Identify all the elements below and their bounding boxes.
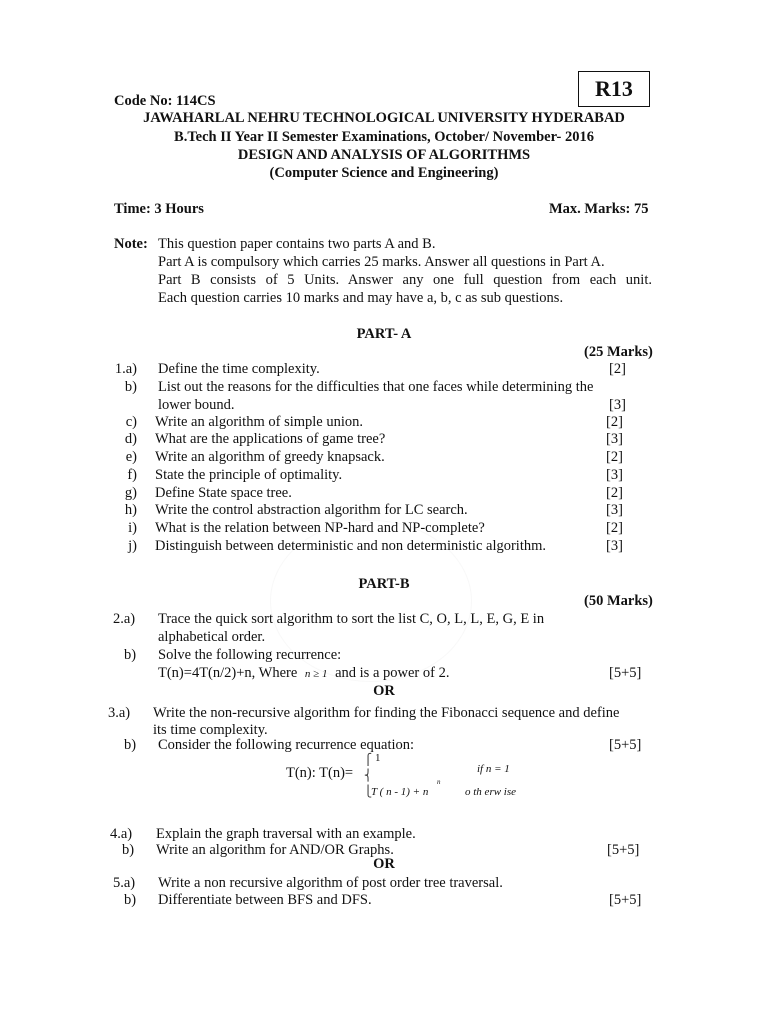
question-number: 4.a) — [110, 826, 133, 842]
question-marks: [3] — [606, 502, 623, 518]
case-one-value: 1 — [375, 752, 381, 764]
note-line: Part A is compulsory which carries 25 marks. Answer all questions in Part A. — [158, 254, 605, 270]
equation-text: T(n)=4T(n/2)+n, Where — [158, 665, 298, 681]
question-text: Explain the graph traversal with an example. — [156, 826, 416, 842]
subject-title: DESIGN AND ANALYSIS OF ALGORITHMS — [237, 147, 531, 163]
note-label: Note: — [114, 236, 148, 252]
question-marks: [3] — [606, 467, 623, 483]
time-duration: Time: 3 Hours — [114, 201, 204, 217]
question-number: f) — [127, 467, 137, 483]
question-marks: [5+5] — [609, 665, 642, 681]
question-number: h) — [124, 502, 137, 518]
question-text: Write an algorithm of greedy knapsack. — [155, 449, 385, 465]
question-marks: [2] — [609, 361, 626, 377]
question-text: Define State space tree. — [155, 485, 292, 501]
question-text: Distinguish between deterministic and non deterministic algorithm. — [155, 538, 547, 554]
university-name: JAWAHARLAL NEHRU TECHNOLOGICAL UNIVERSITY HYDERABAD — [143, 110, 625, 126]
question-number: 1.a) — [114, 361, 137, 377]
max-marks: Max. Marks: 75 — [549, 201, 649, 217]
brace-bottom: ⎩ — [364, 786, 373, 798]
part-a-title: PART- A — [356, 326, 412, 342]
recurrence-equation — [158, 665, 449, 682]
case-two-condition: o th erw ise — [465, 786, 517, 798]
question-text: alphabetical order. — [158, 629, 266, 645]
question-text: State the principle of optimality. — [155, 467, 343, 483]
question-text: Solve the following recurrence: — [158, 647, 342, 663]
question-text: Write the control abstraction algorithm for LC search. — [155, 502, 468, 518]
question-marks: [2] — [606, 414, 623, 430]
question-number: e) — [125, 449, 137, 465]
question-text: Write the non-recursive algorithm for finding the Fibonacci sequence and define — [153, 705, 620, 721]
question-marks: [3] — [609, 397, 626, 413]
question-text: Write a non recursive algorithm of post order tree traversal. — [158, 875, 503, 891]
equation-text: and is a power of 2. — [335, 665, 450, 681]
question-number: b) — [124, 892, 137, 908]
equation-lhs: T(n): T(n)= — [286, 765, 354, 781]
part-b-title: PART-B — [358, 576, 410, 592]
equation-math: n ≥ 1 — [304, 668, 328, 680]
note-line: Each question carries 10 marks and may have a, b, c as sub questions. — [158, 290, 564, 306]
question-text: Define the time complexity. — [158, 361, 320, 377]
question-marks: [5+5] — [609, 892, 642, 908]
regulation-box: R13 — [578, 71, 650, 107]
question-text: Write an algorithm for AND/OR Graphs. — [156, 842, 394, 858]
question-number: b) — [124, 647, 137, 663]
question-number: d) — [124, 431, 137, 447]
question-number: 2.a) — [113, 611, 136, 627]
question-text: Differentiate between BFS and DFS. — [158, 892, 372, 908]
part-b-marks: (50 Marks) — [584, 593, 653, 609]
question-number: g) — [124, 485, 137, 501]
part-a-marks: (25 Marks) — [584, 344, 653, 360]
question-marks: [5+5] — [609, 737, 642, 753]
note-line: Part B consists of 5 Units. Answer any one full question from each unit. — [158, 272, 652, 288]
question-text: What is the relation between NP-hard and NP-complete? — [155, 520, 485, 536]
question-marks: [3] — [606, 431, 623, 447]
brace-top: ⎧ — [364, 754, 373, 766]
question-text: List out the reasons for the difficulties that one faces while determining the — [158, 379, 594, 395]
question-marks: [3] — [606, 538, 623, 554]
question-number: j) — [128, 538, 137, 554]
question-number: b) — [122, 842, 135, 858]
question-text: Consider the following recurrence equation: — [158, 737, 415, 753]
brace-middle: ⎨ — [364, 770, 373, 782]
or-separator: OR — [373, 683, 395, 699]
question-number: b) — [124, 737, 137, 753]
note-line: This question paper contains two parts A and B. — [158, 236, 436, 252]
question-text: Trace the quick sort algorithm to sort the list C, O, L, L, E, G, E in — [158, 611, 545, 627]
case-one-condition: if n = 1 — [477, 763, 510, 775]
code-number: Code No: 114CS — [114, 93, 216, 109]
question-text: lower bound. — [158, 397, 235, 413]
case-two-value: T ( n - 1) + n — [371, 786, 429, 798]
question-number: c) — [125, 414, 137, 430]
question-text: its time complexity. — [153, 722, 268, 738]
case-two-exponent: n — [437, 778, 441, 786]
question-number: 5.a) — [113, 875, 136, 891]
or-separator: OR — [373, 856, 395, 872]
question-marks: [2] — [606, 485, 623, 501]
question-marks: [2] — [606, 449, 623, 465]
question-number: i) — [128, 520, 137, 536]
question-number: 3.a) — [108, 705, 131, 721]
question-text: What are the applications of game tree? — [155, 431, 386, 447]
question-text: Write an algorithm of simple union. — [155, 414, 364, 430]
question-number: b) — [124, 379, 137, 395]
branch-title: (Computer Science and Engineering) — [269, 165, 499, 181]
question-marks: [5+5] — [607, 842, 640, 858]
question-marks: [2] — [606, 520, 623, 536]
exam-title: B.Tech II Year II Semester Examinations, October/ November- 2016 — [174, 129, 594, 145]
